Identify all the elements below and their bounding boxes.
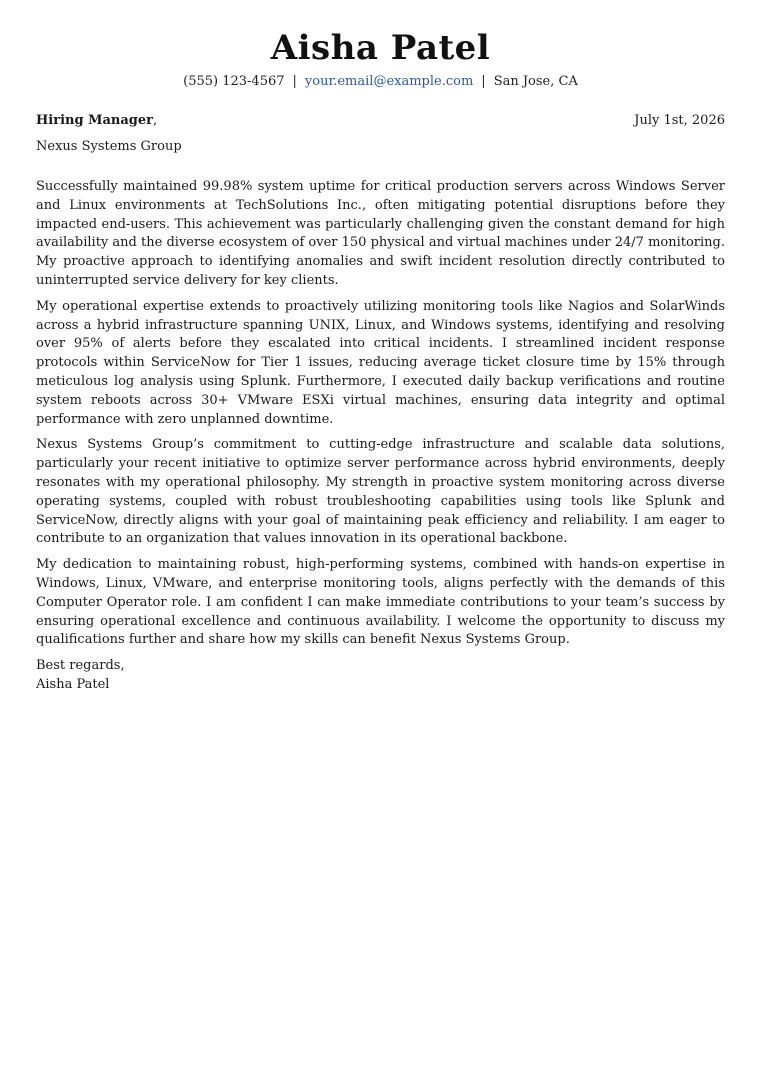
signature-name: Aisha Patel — [36, 676, 110, 692]
recipient-date-row — [36, 112, 725, 130]
contact-line — [36, 73, 725, 91]
closing-block — [36, 657, 725, 695]
applicant-name: Aisha Patel — [270, 28, 491, 68]
cover-letter-page — [36, 0, 725, 695]
recipient-name-suffix: , — [152, 113, 158, 128]
contact-separator: | — [481, 74, 486, 89]
body-paragraph: Nexus Systems Group’s commitment to cutting-edge infrastructure and scalable data solutions, particularly your recent initiative to optimize server performance across hybrid environments, deeply resonates with my operational philosophy. My strength in proactive system monitoring across diverse operating systems, coupled with robust troubleshooting capabilities using tools like Splunk and ServiceNow, directly aligns with your goal of maintaining peak efficiency and reliability. I am eager to contribute to an organization that values innovation in its operational backbone. — [36, 437, 725, 547]
letter-body — [36, 178, 725, 650]
closing-salutation: Best regards, — [36, 658, 125, 674]
contact-separator: | — [292, 74, 297, 89]
body-paragraph: Successfully maintained 99.98% system uptime for critical production servers across Windows Server and Linux environments at TechSolutions Inc., often mitigating potential disruptions before they impacted end-users. This achievement was particularly challenging given the constant demand for high availability and the diverse ecosystem of over 150 physical and virtual machines under 24/7 monitoring. My proactive approach to identifying anomalies and swift incident resolution directly contributed to uninterrupted service delivery for key clients. — [36, 179, 725, 288]
letter-date: July 1st, 2026 — [634, 113, 725, 128]
body-paragraph: My operational expertise extends to proactively utilizing monitoring tools like Nagios and SolarWinds across a hybrid infrastructure spanning UNIX, Linux, and Windows systems, identifying and resolving over 95% of alerts before they escalated into critical incidents. I streamlined incident response protocols within ServiceNow for Tier 1 issues, reducing average ticket closure time by 15% through meticulous log analysis using Splunk. Furthermore, I executed daily backup verifications and routine system reboots across 30+ VMware ESXi virtual machines, ensuring data integrity and optimal performance with zero unplanned downtime. — [36, 298, 725, 427]
email-link[interactable]: your.email@example.com — [304, 74, 474, 89]
location: San Jose, CA — [493, 74, 578, 89]
recipient-company: Nexus Systems Group — [36, 139, 182, 154]
recipient-block — [36, 112, 157, 130]
phone-number: (555) 123-4567 — [183, 74, 285, 89]
body-paragraph: My dedication to maintaining robust, high-performing systems, combined with hands-on expertise in Windows, Linux, VMware, and enterprise monitoring tools, aligns perfectly with the demands of this Computer Operator role. I am confident I can make immediate contributions to your team’s success by ensuring operational excellence and continuous availability. I welcome the opportunity to discuss my qualifications further and share how my skills can benefit Nexus Systems Group. — [36, 557, 725, 648]
recipient-name: Hiring Manager — [36, 113, 153, 128]
